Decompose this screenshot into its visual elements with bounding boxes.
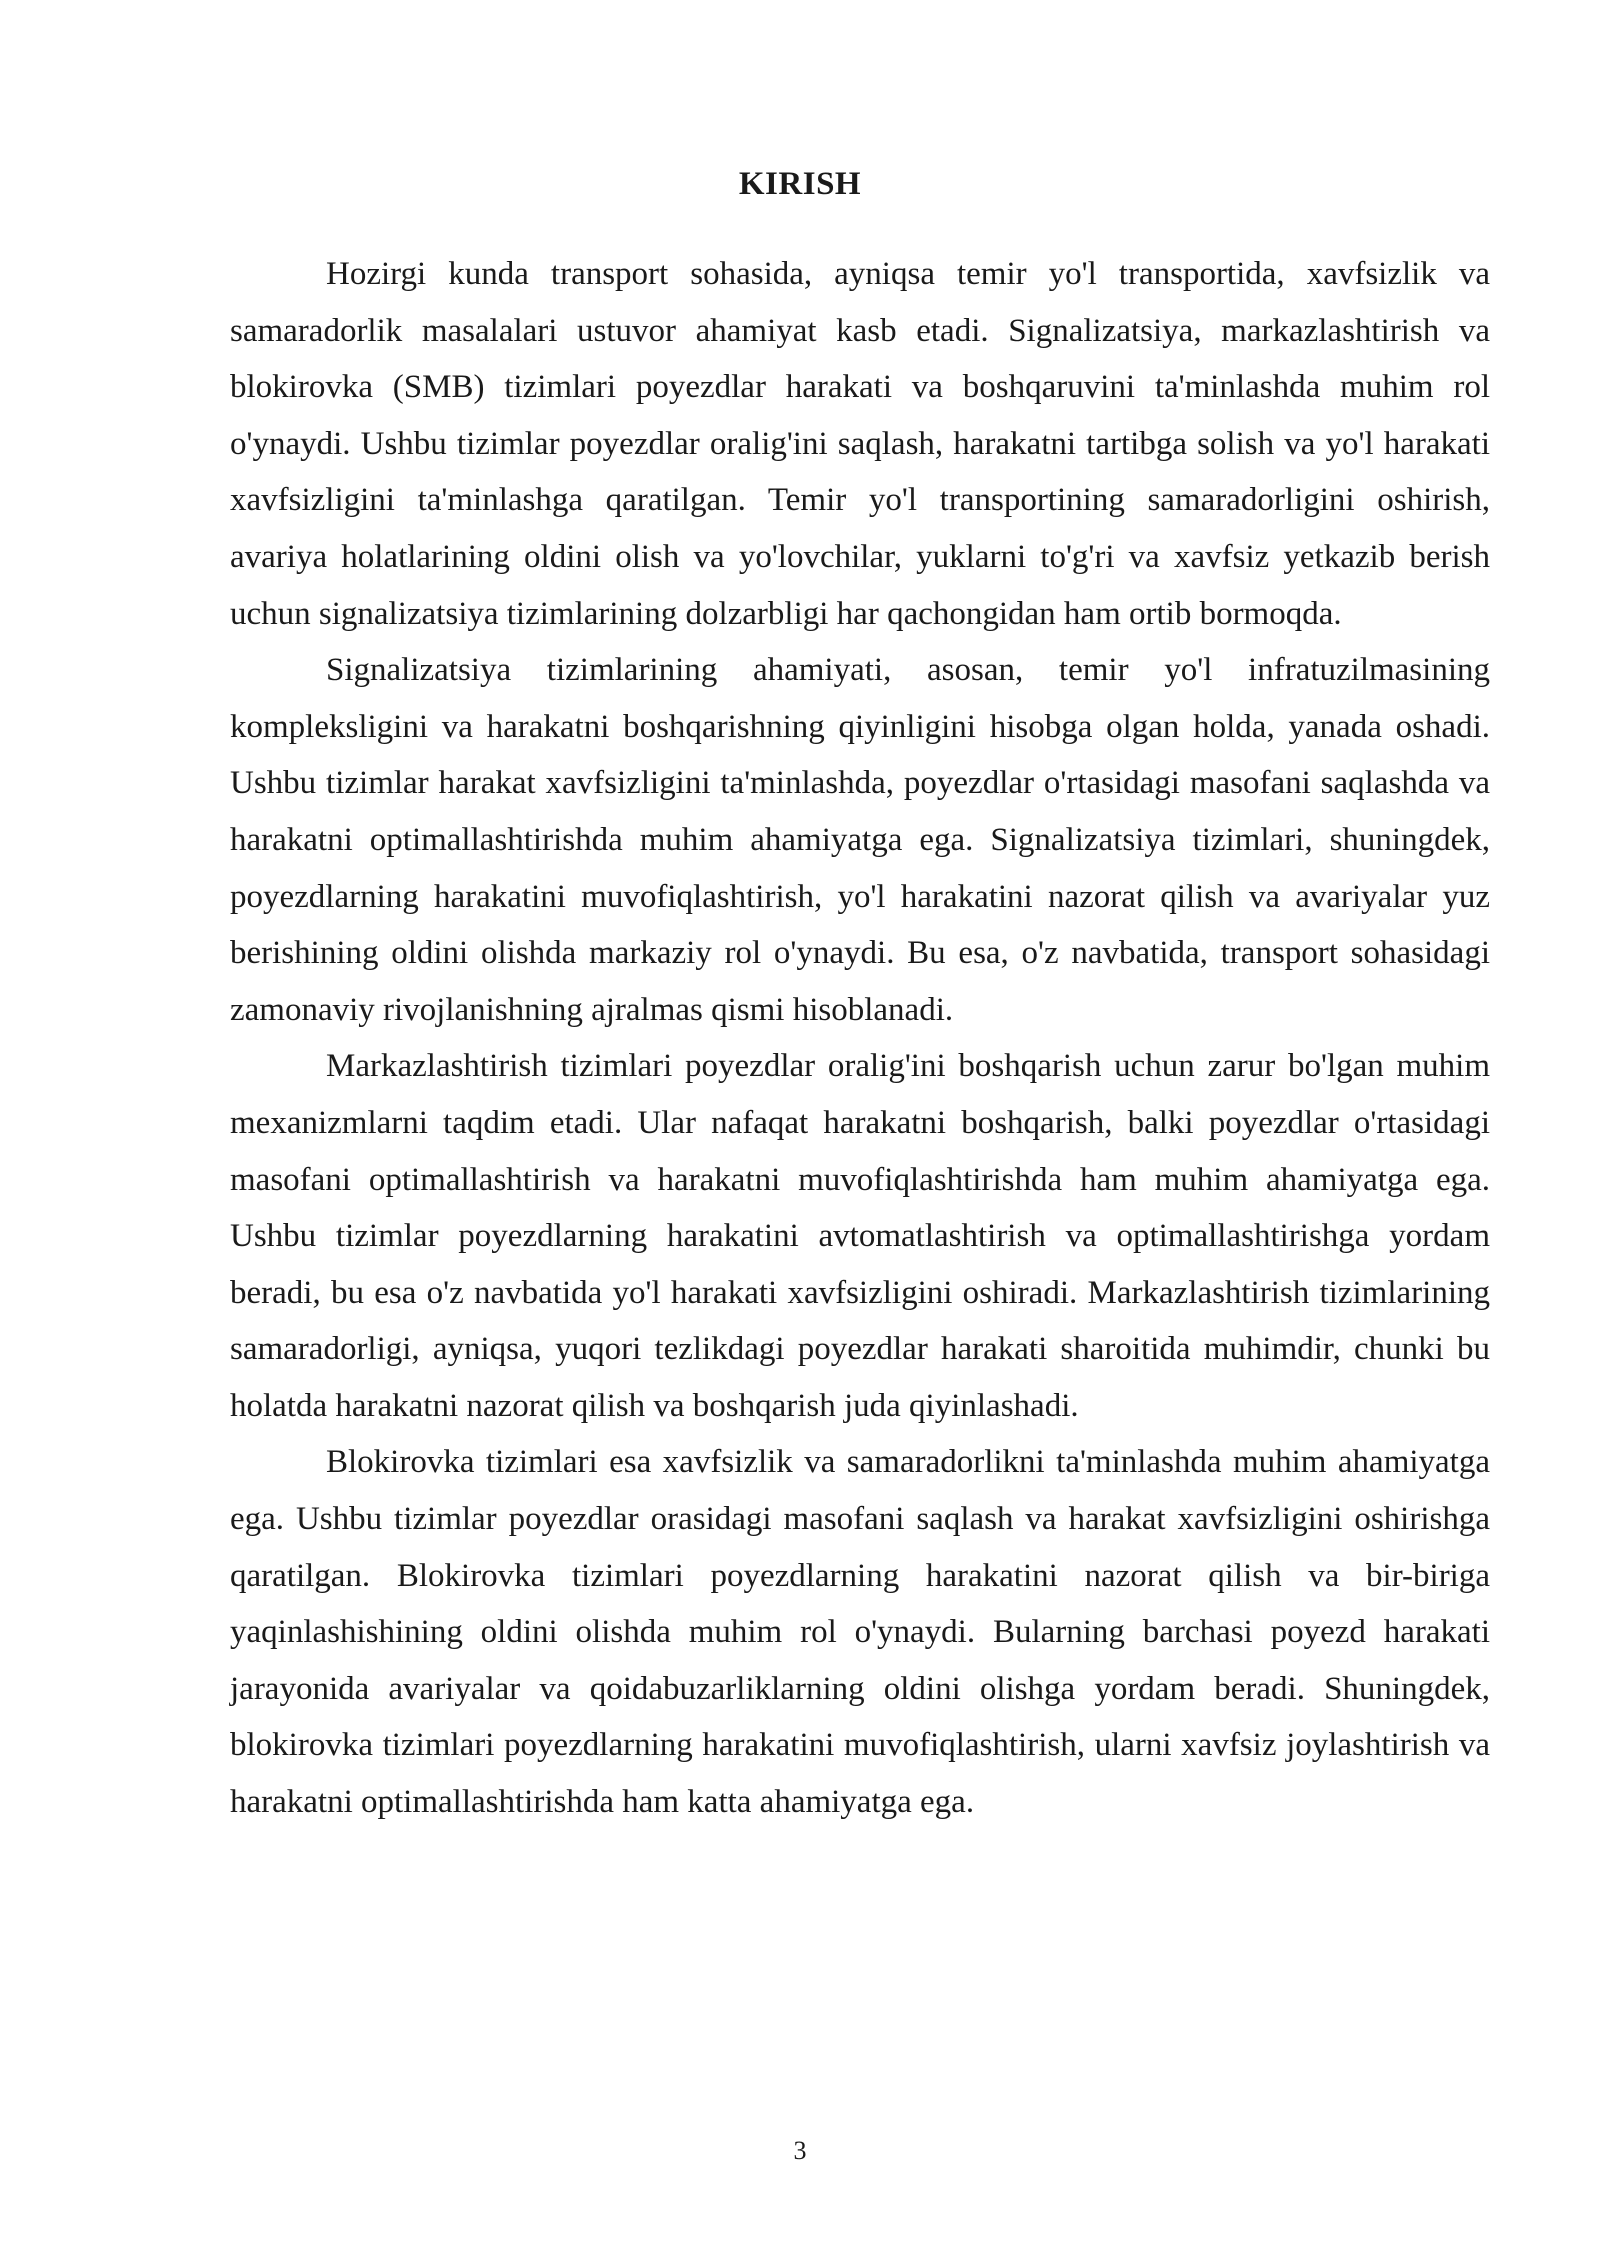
page-number: 3: [793, 2136, 807, 2165]
paragraph-2: Signalizatsiya tizimlarining ahamiyati, asosan, temir yo'l infratuzilmasining kompleksligini va harakatni boshqarishning qiyinligini hisobga olgan holda, yanada oshadi. Ushbu tizimlar harakat xavfsizligini ta'minlashda, poyezdlar o'rtasidagi masofani saqlashda va harakatni optimallashtirishda muhim ahamiyatga ega. Signalizatsiya tizimlari, shuningdek, poyezdlarning harakatini muvofiqlashtirish, yo'l harakatini nazorat qilish va avariyalar yuz berishining oldini olishda markaziy rol o'ynaydi. Bu esa, o'z navbatida, transport sohasidagi zamonaviy rivojlanishning ajralmas qismi hisoblanadi.: [230, 652, 1490, 1028]
paragraph-3: Markazlashtirish tizimlari poyezdlar oralig'ini boshqarish uchun zarur bo'lgan muhim mexanizmlarni taqdim etadi. Ular nafaqat harakatni boshqarish, balki poyezdlar o'rtasidagi masofani optimallashtirish va harakatni muvofiqlashtirishda ham muhim ahamiyatga ega. Ushbu tizimlar poyezdlarning harakatini avtomatlashtirish va optimallashtirishga yordam beradi, bu esa o'z navbatida yo'l harakati xavfsizligini oshiradi. Markazlashtirish tizimlarining samaradorligi, ayniqsa, yuqori tezlikdagi poyezdlar harakati sharoitida muhimdir, chunki bu holatda harakatni nazorat qilish va boshqarish juda qiyinlashadi.: [230, 1048, 1490, 1424]
page-title: KIRISH: [738, 166, 862, 202]
body-text: [230, 246, 1490, 1831]
paragraph-1: Hozirgi kunda transport sohasida, ayniqsa temir yo'l transportida, xavfsizlik va samaradorlik masalalari ustuvor ahamiyat kasb etadi. Signalizatsiya, markazlashtirish va blokirovka (SMB) tizimlari poyezdlar harakati va boshqaruvini ta'minlashda muhim rol o'ynaydi. Ushbu tizimlar poyezdlar oralig'ini saqlash, harakatni tartibga solish va yo'l harakati xavfsizligini ta'minlashga qaratilgan. Temir yo'l transportining samaradorligini oshirish, avariya holatlarining oldini olish va yo'lovchilar, yuklarni to'g'ri va xavfsiz yetkazib berish uchun signalizatsiya tizimlarining dolzarbligi har qachongidan ham ortib bormoqda.: [230, 256, 1490, 632]
paragraph-4: Blokirovka tizimlari esa xavfsizlik va samaradorlikni ta'minlashda muhim ahamiyatga ega. Ushbu tizimlar poyezdlar orasidagi masofani saqlash va harakat xavfsizligini oshirishga qaratilgan. Blokirovka tizimlari poyezdlarning harakatini nazorat qilish va bir-biriga yaqinlashishining oldini olishda muhim rol o'ynaydi. Bularning barchasi poyezd harakati jarayonida avariyalar va qoidabuzarliklarning oldini olishga yordam beradi. Shuningdek, blokirovka tizimlari poyezdlarning harakatini muvofiqlashtirish, ularni xavfsiz joylashtirish va harakatni optimallashtirishda ham katta ahamiyatga ega.: [230, 1444, 1490, 1821]
